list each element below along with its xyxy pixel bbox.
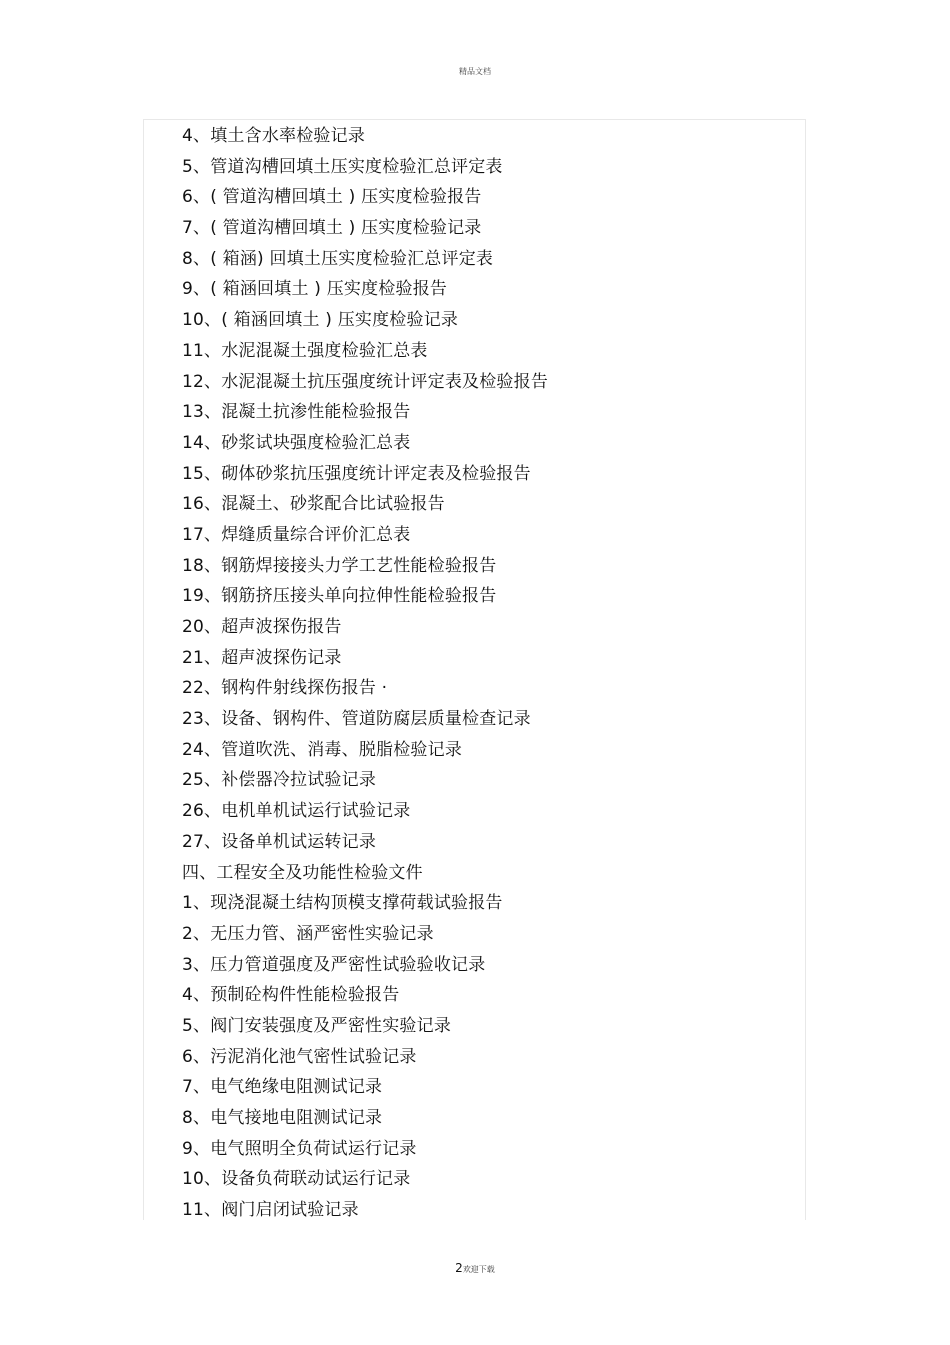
footer-text: 欢迎下载 xyxy=(462,1265,495,1274)
list-item: 10、( 箱涵回填土 ) 压实度检验记录 xyxy=(182,310,459,331)
list-item: 4、填土含水率检验记录 xyxy=(182,126,366,146)
list-item: 14、砂浆试块强度检验汇总表 xyxy=(182,432,411,453)
list-item: 21、超声波探伤记录 xyxy=(182,647,342,668)
list-item: 13、混凝土抗渗性能检验报告 xyxy=(182,402,411,423)
list-item: 11、水泥混凝土强度检验汇总表 xyxy=(182,340,428,361)
list-item: 8、( 箱涵) 回填土压实度检验汇总评定表 xyxy=(182,248,494,269)
list-item: 四、工程安全及功能性检验文件 xyxy=(182,862,423,883)
list-item: 23、设备、钢构件、管道防腐层质量检查记录 xyxy=(182,709,531,730)
page-footer xyxy=(0,1261,950,1275)
page-number: 2 xyxy=(455,1261,463,1275)
list-item: 2、无压力管、涵严密性实验记录 xyxy=(182,923,434,944)
list-item: 22、钢构件射线探伤报告 · xyxy=(182,678,388,699)
list-item: 9、( 箱涵回填土 ) 压实度检验报告 xyxy=(182,279,448,300)
list-item: 7、电气绝缘电阻测试记录 xyxy=(182,1077,383,1098)
document-list xyxy=(182,121,548,1226)
list-item: 5、管道沟槽回填土压实度检验汇总评定表 xyxy=(182,156,503,177)
list-item: 20、超声波探伤报告 xyxy=(182,617,342,637)
list-item: 17、焊缝质量综合评价汇总表 xyxy=(182,524,411,545)
list-item: 9、电气照明全负荷试运行记录 xyxy=(182,1138,417,1159)
list-item: 7、( 管道沟槽回填土 ) 压实度检验记录 xyxy=(182,218,482,239)
list-item: 25、补偿器冷拉试验记录 xyxy=(182,770,377,791)
list-item: 15、砌体砂浆抗压强度统计评定表及检验报告 xyxy=(182,463,531,484)
list-item: 1、现浇混凝土结构顶模支撑荷载试验报告 xyxy=(182,893,503,914)
list-item: 12、水泥混凝土抗压强度统计评定表及检验报告 xyxy=(182,371,549,392)
list-item: 26、电机单机试运行试验记录 xyxy=(182,801,411,822)
list-item: 8、电气接地电阻测试记录 xyxy=(182,1108,383,1128)
list-item: 4、预制砼构件性能检验报告 xyxy=(182,985,400,1006)
list-item: 3、压力管道强度及严密性试验验收记录 xyxy=(182,954,486,975)
list-item: 11、阀门启闭试验记录 xyxy=(182,1200,359,1221)
list-item: 6、( 管道沟槽回填土 ) 压实度检验报告 xyxy=(182,187,482,208)
list-item: 24、管道吹洗、消毒、脱脂检验记录 xyxy=(182,739,463,760)
list-item: 16、混凝土、砂浆配合比试验报告 xyxy=(182,494,445,515)
list-item: 10、设备负荷联动试运行记录 xyxy=(182,1169,411,1190)
list-item: 27、设备单机试运转记录 xyxy=(182,831,377,852)
page-header: 精品文档 xyxy=(459,67,491,76)
list-item: 6、污泥消化池气密性试验记录 xyxy=(182,1046,417,1067)
list-item: 5、阀门安装强度及严密性实验记录 xyxy=(182,1015,452,1036)
list-item: 19、钢筋挤压接头单向拉伸性能检验报告 xyxy=(182,586,497,607)
list-item: 18、钢筋焊接接头力学工艺性能检验报告 xyxy=(182,555,497,576)
